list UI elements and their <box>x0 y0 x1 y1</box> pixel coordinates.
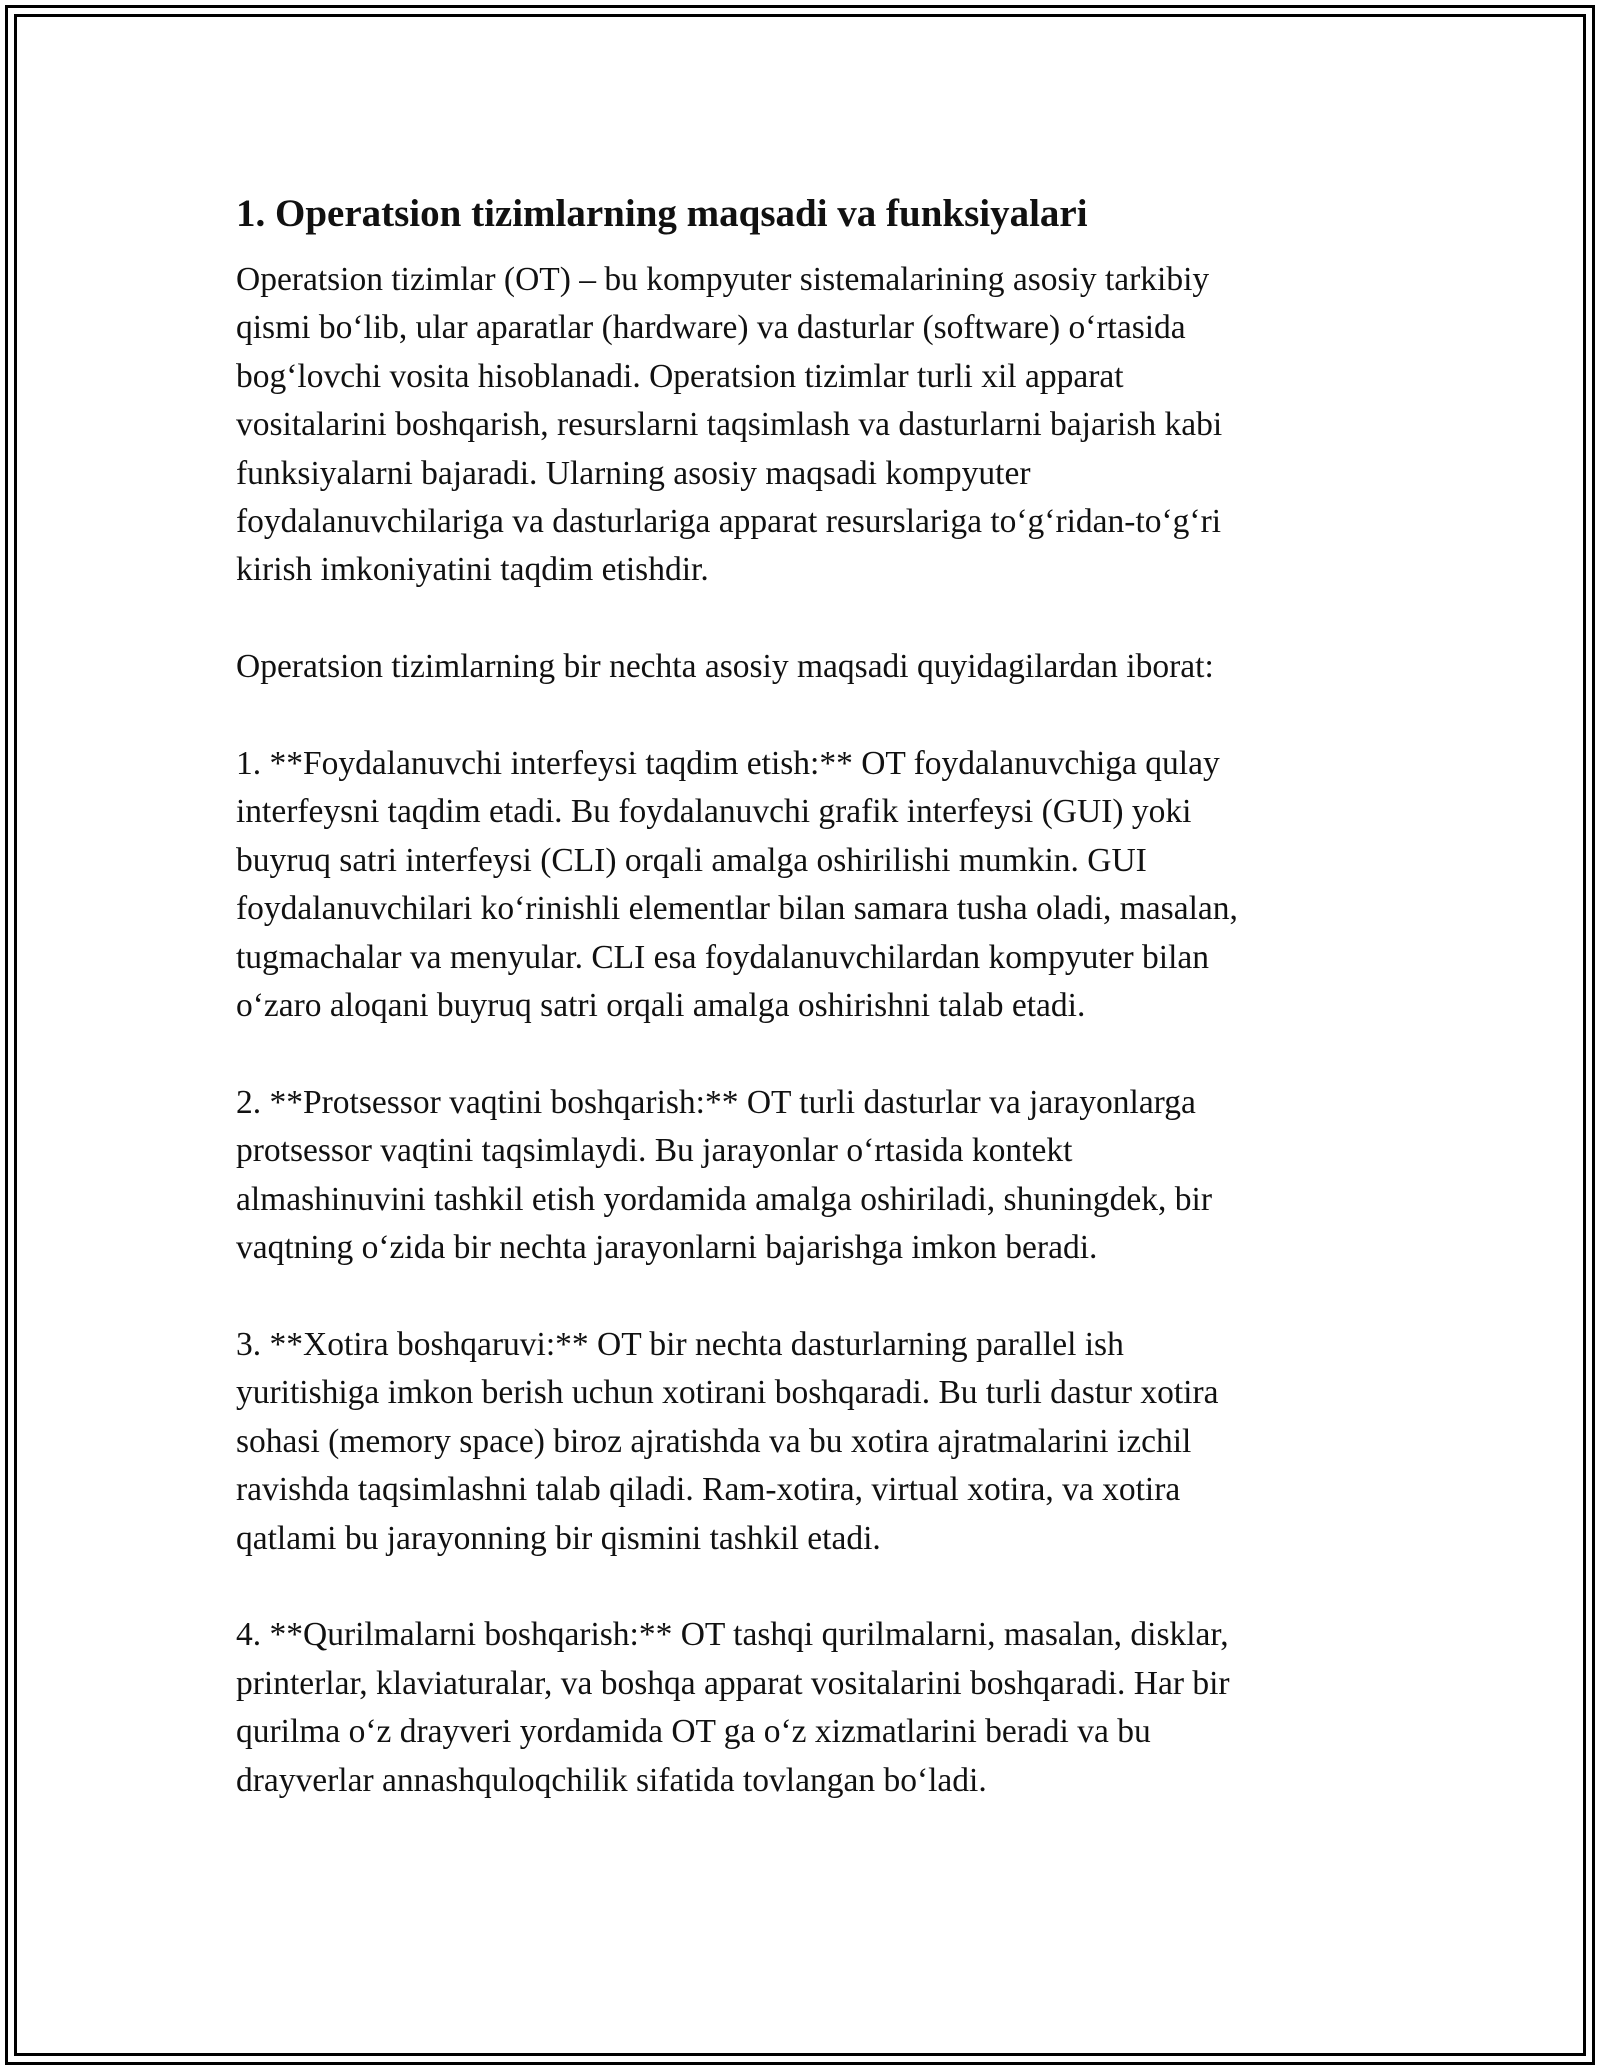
text-line: foydalanuvchilariga va dasturlariga apparat resurslariga to‘g‘ridan-to‘g‘ri <box>236 503 1222 541</box>
text-line: 2. **Protsessor vaqtini boshqarish:** OT turli dasturlar va jarayonlarga <box>236 1083 1196 1121</box>
paragraph-spacer <box>236 1563 1366 1611</box>
paragraph-spacer <box>236 1030 1366 1078</box>
goal-item-2 <box>236 1079 1366 1273</box>
text-line: funksiyalarni bajaradi. Ularning asosiy maqsadi kompyuter <box>236 454 1031 492</box>
text-line: 4. **Qurilmalarni boshqarish:** OT tashqi qurilmalarni, masalan, disklar, <box>236 1616 1229 1654</box>
text-line: interfeysni taqdim etadi. Bu foydalanuvchi grafik interfeysi (GUI) yoki <box>236 793 1192 831</box>
text-line: printerlar, klaviaturalar, va boshqa apparat vositalarini boshqaradi. Har bir <box>236 1664 1230 1702</box>
text-line: kirish imkoniyatini taqdim etishdir. <box>236 551 709 589</box>
goal-item-1 <box>236 740 1366 1030</box>
goal-item-4 <box>236 1611 1366 1805</box>
text-line: Operatsion tizimlar (OT) – bu kompyuter sistemalarining asosiy tarkibiy <box>236 261 1210 298</box>
text-line: Operatsion tizimlarning bir nechta asosiy maqsadi quyidagilardan iborat: <box>236 648 1214 686</box>
text-line: qurilma o‘z drayveri yordamida OT ga o‘z xizmatlarini beradi va bu <box>236 1713 1151 1751</box>
text-line: o‘zaro aloqani buyruq satri orqali amalga oshirishni talab etadi. <box>236 987 1086 1025</box>
text-line: yuritishiga imkon berish uchun xotirani boshqaradi. Bu turli dastur xotira <box>236 1374 1219 1412</box>
goal-item-3 <box>236 1321 1366 1563</box>
text-line: almashinuvini tashkil etish yordamida amalga oshiriladi, shuningdek, bir <box>236 1180 1212 1218</box>
text-line: qismi bo‘lib, ular aparatlar (hardware) va dasturlar (software) o‘rtasida <box>236 309 1186 347</box>
text-line: qatlami bu jarayonning bir qismini tashkil etadi. <box>236 1519 881 1557</box>
paragraph-spacer <box>236 1272 1366 1320</box>
paragraph-spacer <box>236 595 1366 643</box>
text-line: 1. **Foydalanuvchi interfeysi taqdim etish:** OT foydalanuvchiga qulay <box>236 745 1220 783</box>
text-line: 3. **Xotira boshqaruvi:** OT bir nechta dasturlarning parallel ish <box>236 1325 1124 1363</box>
intro-paragraph <box>236 256 1366 595</box>
text-line: ravishda taqsimlashni talab qiladi. Ram-xotira, virtual xotira, va xotira <box>236 1471 1181 1509</box>
section-heading: 1. Operatsion tizimlarning maqsadi va funksiyalari <box>236 192 1088 235</box>
text-line: vaqtning o‘zida bir nechta jarayonlarni bajarishga imkon beradi. <box>236 1229 1098 1267</box>
text-line: tugmachalar va menyular. CLI esa foydalanuvchilardan kompyuter bilan <box>236 938 1210 976</box>
paragraph-spacer <box>236 692 1366 740</box>
text-line: drayverlar annashquloqchilik sifatida tovlangan bo‘ladi. <box>236 1761 987 1799</box>
text-line: buyruq satri interfeysi (CLI) orqali amalga oshirilishi mumkin. GUI <box>236 841 1147 879</box>
text-line: foydalanuvchilari ko‘rinishli elementlar bilan samara tusha oladi, masalan, <box>236 890 1238 928</box>
goals-intro-paragraph <box>236 643 1366 691</box>
text-line: protsessor vaqtini taqsimlaydi. Bu jarayonlar o‘rtasida kontekt <box>236 1132 1073 1170</box>
text-line: bog‘lovchi vosita hisoblanadi. Operatsion tizimlar turli xil apparat <box>236 357 1124 395</box>
text-line: sohasi (memory space) biroz ajratishda va bu xotira ajratmalarini izchil <box>236 1422 1192 1460</box>
document-body <box>236 182 1366 1805</box>
text-line: vositalarini boshqarish, resurslarni taqsimlash va dasturlarni bajarish kabi <box>236 406 1223 444</box>
